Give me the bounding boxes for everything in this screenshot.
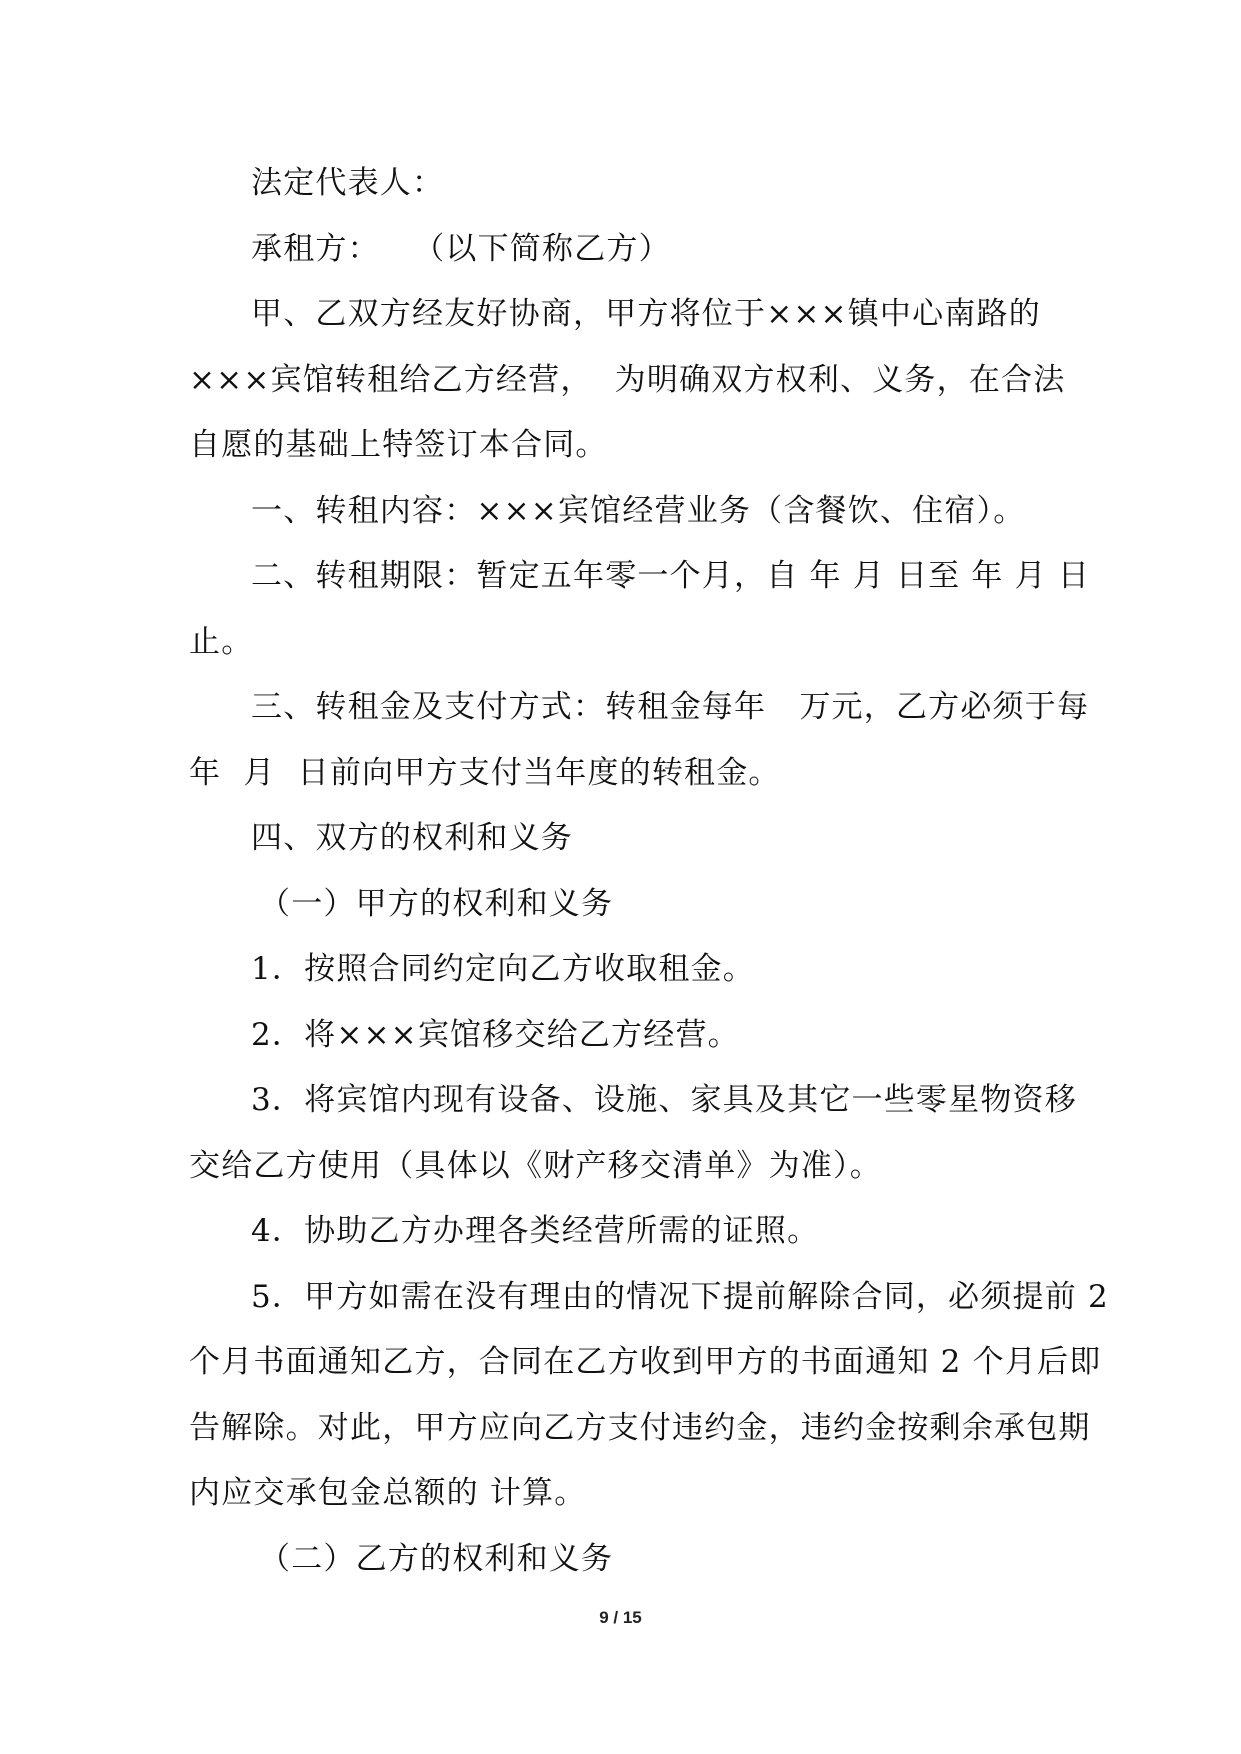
legal-representative-line: 法定代表人： xyxy=(251,165,445,201)
list-item: 1．按照合同约定向乙方收取租金。 xyxy=(251,951,755,987)
paragraph-line: 个月书面通知乙方，合同在乙方收到甲方的书面通知 2 个月后即 xyxy=(189,1344,1102,1380)
paragraph-line: 甲、乙双方经友好协商，甲方将位于×××镇中心南路的 xyxy=(251,296,1041,332)
document-body xyxy=(189,151,1109,1592)
sub-heading: （一）甲方的权利和义务 xyxy=(259,885,614,922)
clause-heading: 二、转租期限：暂定五年零一个月，自 年 月 日至 年 月 日 xyxy=(251,558,1091,594)
paragraph-line: 止。 xyxy=(189,623,254,660)
clause-heading: 一、转租内容：×××宾馆经营业务（含餐饮、住宿）。 xyxy=(251,492,1026,529)
clause-heading: 四、双方的权利和义务 xyxy=(251,820,573,856)
paragraph-line: ×××宾馆转租给乙方经营， 为明确双方权利、义务，在合法 xyxy=(189,361,1066,398)
list-item: 2．将×××宾馆移交给乙方经营。 xyxy=(251,1016,740,1053)
list-item: 5．甲方如需在没有理由的情况下提前解除合同，必须提前 2 xyxy=(251,1278,1109,1315)
sub-heading: （二）乙方的权利和义务 xyxy=(259,1540,614,1577)
paragraph-line: 内应交承包金总额的 计算。 xyxy=(189,1475,587,1511)
list-item: 4．协助乙方办理各类经营所需的证照。 xyxy=(251,1213,820,1249)
paragraph-line: 年 月 日前向甲方支付当年度的转租金。 xyxy=(189,754,781,791)
list-item: 3．将宾馆内现有设备、设施、家具及其它一些零星物资移 xyxy=(251,1082,1077,1118)
page-number: 9 / 15 xyxy=(599,1608,642,1627)
lessee-line: 承租方： （以下简称乙方） xyxy=(251,230,671,267)
paragraph-line: 自愿的基础上特签订本合同。 xyxy=(189,427,608,463)
paragraph-line: 交给乙方使用（具体以《财产移交清单》为准）。 xyxy=(189,1147,882,1184)
clause-heading: 三、转租金及支付方式：转租金每年 万元，乙方必须于每 xyxy=(251,689,1090,725)
paragraph-line: 告解除。对此，甲方应向乙方支付违约金，违约金按剩余承包期 xyxy=(189,1409,1091,1446)
